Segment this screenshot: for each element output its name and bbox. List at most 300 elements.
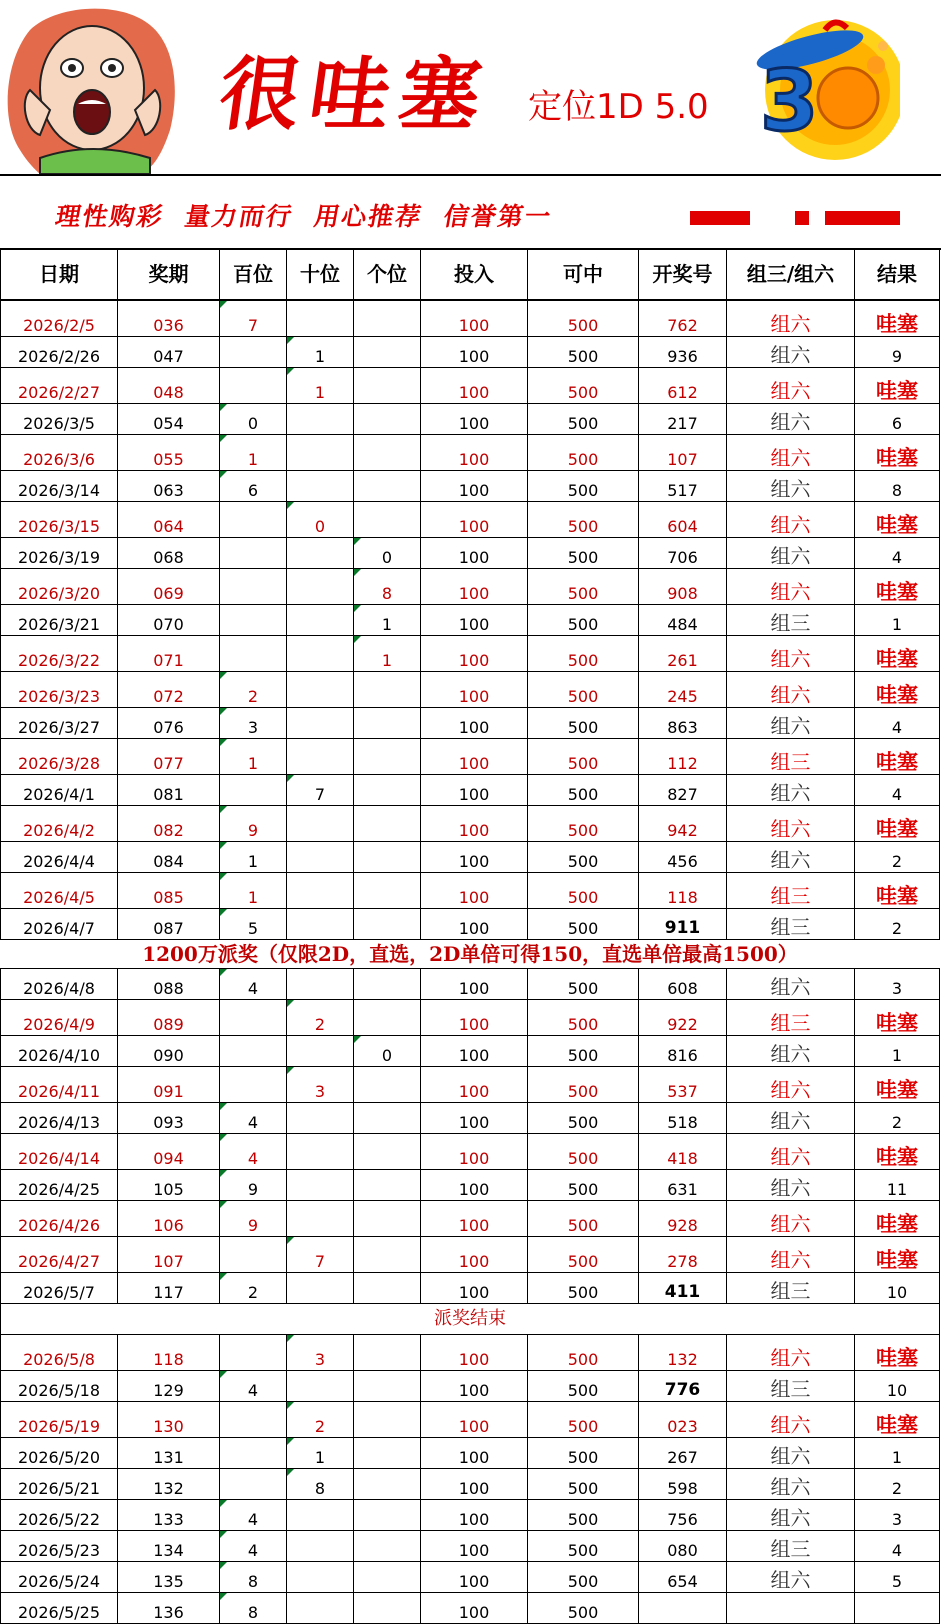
- cell-date: 2026/5/20: [1, 1438, 118, 1469]
- cell-result: 3: [855, 1500, 940, 1531]
- cell-period: 107: [118, 1237, 220, 1273]
- cell-win: 500: [528, 1067, 639, 1103]
- cell-ge: 1: [354, 605, 421, 636]
- cell-win: 500: [528, 672, 639, 708]
- cell-ge: [354, 1170, 421, 1201]
- table-row: [1, 1562, 940, 1593]
- cell-shi: [287, 404, 354, 435]
- cell-bai: [220, 569, 287, 605]
- cell-date: 2026/3/27: [1, 708, 118, 739]
- cell-invest: 100: [421, 775, 528, 806]
- table-row: [1, 969, 940, 1000]
- cell-number: 245: [639, 672, 727, 708]
- cell-number: 023: [639, 1402, 727, 1438]
- cell-number: 484: [639, 605, 727, 636]
- cell-shi: [287, 300, 354, 337]
- cell-shi: 3: [287, 1335, 354, 1371]
- cell-date: 2026/4/10: [1, 1036, 118, 1067]
- cell-group: 组六: [727, 1237, 855, 1273]
- cell-date: 2026/4/1: [1, 775, 118, 806]
- table-row: [1, 538, 940, 569]
- cell-ge: [354, 1562, 421, 1593]
- app-title: 很哇塞: [213, 47, 497, 141]
- cell-number: 261: [639, 636, 727, 672]
- cell-shi: [287, 1273, 354, 1304]
- decor-bar: [690, 211, 750, 225]
- column-header-invest: 投入: [421, 249, 528, 301]
- cell-number: 537: [639, 1067, 727, 1103]
- table-row: [1, 1273, 940, 1304]
- cell-invest: 100: [421, 1170, 528, 1201]
- table-row: [1, 1335, 940, 1371]
- cell-invest: 100: [421, 873, 528, 909]
- cell-invest: 100: [421, 368, 528, 404]
- cell-result: 1: [855, 1036, 940, 1067]
- cell-period: 106: [118, 1201, 220, 1237]
- cell-ge: [354, 775, 421, 806]
- cell-date: 2026/3/21: [1, 605, 118, 636]
- cell-group: 组三: [727, 739, 855, 775]
- cell-result: 哇塞: [855, 1134, 940, 1170]
- cell-ge: [354, 842, 421, 873]
- cell-number: 776: [639, 1371, 727, 1402]
- cell-date: 2026/4/13: [1, 1103, 118, 1134]
- table-row: [1, 1170, 940, 1201]
- cell-win: 500: [528, 708, 639, 739]
- cell-date: 2026/5/7: [1, 1273, 118, 1304]
- cell-bai: 9: [220, 806, 287, 842]
- cell-bai: [220, 502, 287, 538]
- cell-number: [639, 1593, 727, 1624]
- cell-bai: 4: [220, 1531, 287, 1562]
- cell-invest: 100: [421, 1469, 528, 1500]
- cell-group: 组六: [727, 435, 855, 471]
- cell-shi: 1: [287, 337, 354, 368]
- cell-bai: 2: [220, 672, 287, 708]
- cell-bai: [220, 368, 287, 404]
- cell-date: 2026/3/23: [1, 672, 118, 708]
- cell-period: 117: [118, 1273, 220, 1304]
- cell-win: 500: [528, 1103, 639, 1134]
- cell-period: 064: [118, 502, 220, 538]
- cell-number: 863: [639, 708, 727, 739]
- cell-group: 组三: [727, 1531, 855, 1562]
- cell-period: 093: [118, 1103, 220, 1134]
- cell-ge: [354, 300, 421, 337]
- cell-date: 2026/3/15: [1, 502, 118, 538]
- cell-group: 组六: [727, 1438, 855, 1469]
- table-row: [1, 636, 940, 672]
- table-row: [1, 1593, 940, 1624]
- cell-date: 2026/4/11: [1, 1067, 118, 1103]
- table-row: [1, 909, 940, 940]
- cell-period: 054: [118, 404, 220, 435]
- cell-invest: 100: [421, 636, 528, 672]
- cell-group: 组六: [727, 1201, 855, 1237]
- cell-invest: 100: [421, 708, 528, 739]
- cell-number: 107: [639, 435, 727, 471]
- cell-win: 500: [528, 909, 639, 940]
- table-body: [1, 300, 940, 1624]
- cell-date: 2026/3/20: [1, 569, 118, 605]
- cell-period: 082: [118, 806, 220, 842]
- cell-number: 936: [639, 337, 727, 368]
- cell-ge: [354, 1469, 421, 1500]
- cell-group: 组六: [727, 1562, 855, 1593]
- cell-bai: [220, 1335, 287, 1371]
- cell-number: 654: [639, 1562, 727, 1593]
- cell-number: 706: [639, 538, 727, 569]
- table-row: [1, 502, 940, 538]
- cell-group: 组六: [727, 1335, 855, 1371]
- cell-result: 哇塞: [855, 1237, 940, 1273]
- cell-invest: 100: [421, 806, 528, 842]
- cell-win: 500: [528, 1469, 639, 1500]
- table-row: [1, 1237, 940, 1273]
- table-row: [1, 1469, 940, 1500]
- table-row: [1, 775, 940, 806]
- cell-invest: 100: [421, 1371, 528, 1402]
- cell-shi: [287, 1500, 354, 1531]
- cell-win: 500: [528, 1134, 639, 1170]
- cell-number: 217: [639, 404, 727, 435]
- cell-bai: [220, 337, 287, 368]
- table-row: [1, 873, 940, 909]
- cell-ge: [354, 1335, 421, 1371]
- cell-ge: [354, 1402, 421, 1438]
- cell-date: 2026/5/22: [1, 1500, 118, 1531]
- cell-win: 500: [528, 1170, 639, 1201]
- cell-ge: 8: [354, 569, 421, 605]
- cell-win: 500: [528, 1402, 639, 1438]
- cell-period: 088: [118, 969, 220, 1000]
- cell-shi: [287, 969, 354, 1000]
- cell-bai: 5: [220, 909, 287, 940]
- cell-period: 085: [118, 873, 220, 909]
- cell-date: 2026/3/5: [1, 404, 118, 435]
- cell-invest: 100: [421, 538, 528, 569]
- cell-win: 500: [528, 1500, 639, 1531]
- cell-result: 4: [855, 538, 940, 569]
- table-row: [1, 1000, 940, 1036]
- cell-group: 组三: [727, 1000, 855, 1036]
- cell-number: 118: [639, 873, 727, 909]
- cell-result: 哇塞: [855, 1402, 940, 1438]
- cell-bai: 4: [220, 1500, 287, 1531]
- cell-number: 456: [639, 842, 727, 873]
- cell-ge: [354, 1134, 421, 1170]
- cell-result: 哇塞: [855, 1201, 940, 1237]
- cell-group: 组三: [727, 873, 855, 909]
- cell-ge: [354, 368, 421, 404]
- cell-date: 2026/3/19: [1, 538, 118, 569]
- cell-bai: 3: [220, 708, 287, 739]
- column-header-win: 可中: [528, 249, 639, 301]
- cell-invest: 100: [421, 1335, 528, 1371]
- cell-date: 2026/5/25: [1, 1593, 118, 1624]
- cell-shi: [287, 1103, 354, 1134]
- cell-period: 132: [118, 1469, 220, 1500]
- cell-invest: 100: [421, 1562, 528, 1593]
- cell-date: 2026/2/5: [1, 300, 118, 337]
- cell-number: 827: [639, 775, 727, 806]
- column-header-period: 奖期: [118, 249, 220, 301]
- cell-result: [855, 1593, 940, 1624]
- cell-result: 2: [855, 1469, 940, 1500]
- cell-group: 组六: [727, 636, 855, 672]
- cell-result: 哇塞: [855, 806, 940, 842]
- table-row: [1, 1067, 940, 1103]
- cell-shi: 1: [287, 368, 354, 404]
- decor-bar: [795, 211, 809, 225]
- cell-shi: [287, 1371, 354, 1402]
- cell-period: 135: [118, 1562, 220, 1593]
- cell-period: 070: [118, 605, 220, 636]
- cell-win: 500: [528, 1371, 639, 1402]
- cell-period: 036: [118, 300, 220, 337]
- cell-ge: [354, 1000, 421, 1036]
- cell-win: 500: [528, 300, 639, 337]
- cell-bai: 2: [220, 1273, 287, 1304]
- cell-win: 500: [528, 368, 639, 404]
- cell-invest: 100: [421, 1402, 528, 1438]
- cell-result: 4: [855, 1531, 940, 1562]
- cell-win: 500: [528, 435, 639, 471]
- cell-period: 090: [118, 1036, 220, 1067]
- cell-result: 1: [855, 605, 940, 636]
- cell-result: 哇塞: [855, 1335, 940, 1371]
- cell-date: 2026/3/14: [1, 471, 118, 502]
- cell-date: 2026/3/6: [1, 435, 118, 471]
- cell-group: 组六: [727, 1067, 855, 1103]
- cell-win: 500: [528, 1531, 639, 1562]
- cell-bai: 8: [220, 1593, 287, 1624]
- cell-period: 130: [118, 1402, 220, 1438]
- results-table: [0, 248, 940, 1624]
- cell-shi: [287, 471, 354, 502]
- cell-ge: [354, 502, 421, 538]
- cell-period: 072: [118, 672, 220, 708]
- table-row: [1, 739, 940, 775]
- cell-invest: 100: [421, 1036, 528, 1067]
- cell-win: 500: [528, 806, 639, 842]
- cell-group: 组六: [727, 1500, 855, 1531]
- cell-ge: [354, 471, 421, 502]
- cell-date: 2026/4/4: [1, 842, 118, 873]
- cell-bai: 9: [220, 1201, 287, 1237]
- cell-shi: [287, 842, 354, 873]
- cell-ge: [354, 739, 421, 775]
- cell-shi: [287, 672, 354, 708]
- cell-period: 063: [118, 471, 220, 502]
- cell-invest: 100: [421, 502, 528, 538]
- cell-shi: [287, 605, 354, 636]
- cell-win: 500: [528, 1438, 639, 1469]
- cell-period: 136: [118, 1593, 220, 1624]
- cell-date: 2026/3/28: [1, 739, 118, 775]
- cell-number: 080: [639, 1531, 727, 1562]
- column-header-shi: 十位: [287, 249, 354, 301]
- cell-shi: 7: [287, 775, 354, 806]
- cell-date: 2026/5/21: [1, 1469, 118, 1500]
- table-row: [1, 337, 940, 368]
- cell-period: 105: [118, 1170, 220, 1201]
- cell-ge: [354, 1201, 421, 1237]
- 3d-lottery-logo: [740, 10, 900, 170]
- cell-win: 500: [528, 1000, 639, 1036]
- svg-text:3: 3: [760, 52, 819, 150]
- cell-group: 组六: [727, 337, 855, 368]
- cell-bai: [220, 605, 287, 636]
- table-row: [1, 842, 940, 873]
- cell-group: 组六: [727, 775, 855, 806]
- cell-group: 组六: [727, 300, 855, 337]
- cell-period: 084: [118, 842, 220, 873]
- cell-period: 077: [118, 739, 220, 775]
- cell-invest: 100: [421, 969, 528, 1000]
- cell-bai: 4: [220, 1103, 287, 1134]
- cell-invest: 100: [421, 300, 528, 337]
- cell-bai: 6: [220, 471, 287, 502]
- cell-group: 组六: [727, 471, 855, 502]
- cell-ge: [354, 1438, 421, 1469]
- cell-ge: [354, 1531, 421, 1562]
- cell-date: 2026/2/26: [1, 337, 118, 368]
- cell-period: 069: [118, 569, 220, 605]
- cell-group: 组三: [727, 605, 855, 636]
- cell-win: 500: [528, 1335, 639, 1371]
- cell-date: 2026/5/24: [1, 1562, 118, 1593]
- cell-invest: 100: [421, 1201, 528, 1237]
- cell-date: 2026/4/2: [1, 806, 118, 842]
- cell-invest: 100: [421, 337, 528, 368]
- promo-banner: [1, 940, 940, 969]
- cell-shi: 2: [287, 1402, 354, 1438]
- cell-result: 哇塞: [855, 368, 940, 404]
- cell-result: 11: [855, 1170, 940, 1201]
- cell-invest: 100: [421, 672, 528, 708]
- cell-group: 组六: [727, 1134, 855, 1170]
- cell-group: 组六: [727, 842, 855, 873]
- cell-group: 组六: [727, 1402, 855, 1438]
- end-note: [1, 1304, 940, 1335]
- cell-bai: [220, 636, 287, 672]
- cell-shi: 2: [287, 1000, 354, 1036]
- cell-bai: 7: [220, 300, 287, 337]
- cell-win: 500: [528, 739, 639, 775]
- cell-invest: 100: [421, 909, 528, 940]
- cell-period: 081: [118, 775, 220, 806]
- cell-result: 10: [855, 1273, 940, 1304]
- cell-result: 哇塞: [855, 672, 940, 708]
- cell-win: 500: [528, 1273, 639, 1304]
- cell-number: 928: [639, 1201, 727, 1237]
- table-row: [1, 569, 940, 605]
- cell-group: 组六: [727, 1469, 855, 1500]
- cell-bai: [220, 1000, 287, 1036]
- cell-number: 942: [639, 806, 727, 842]
- cell-invest: 100: [421, 1593, 528, 1624]
- cell-result: 4: [855, 775, 940, 806]
- cell-shi: [287, 435, 354, 471]
- cell-ge: [354, 1273, 421, 1304]
- cell-invest: 100: [421, 1134, 528, 1170]
- cell-ge: [354, 909, 421, 940]
- table-row: [1, 1531, 940, 1562]
- cell-bai: [220, 1469, 287, 1500]
- slogan-text: 理性购彩 量力而行 用心推荐 信誉第一: [53, 202, 555, 231]
- table-row: [1, 368, 940, 404]
- cell-period: 087: [118, 909, 220, 940]
- cell-shi: [287, 1531, 354, 1562]
- cell-bai: 9: [220, 1170, 287, 1201]
- cell-number: 762: [639, 300, 727, 337]
- screaming-face-image: [0, 0, 186, 174]
- cell-result: 6: [855, 404, 940, 435]
- table-row: [1, 1103, 940, 1134]
- cell-result: 哇塞: [855, 502, 940, 538]
- column-header-date: 日期: [1, 249, 118, 301]
- cell-shi: [287, 1134, 354, 1170]
- cell-result: 4: [855, 708, 940, 739]
- cell-result: 哇塞: [855, 1067, 940, 1103]
- cell-number: 132: [639, 1335, 727, 1371]
- cell-date: 2026/5/23: [1, 1531, 118, 1562]
- cell-shi: 1: [287, 1438, 354, 1469]
- app-subtitle: 定位1D 5.0: [528, 87, 709, 127]
- cell-date: 2026/4/7: [1, 909, 118, 940]
- cell-number: 598: [639, 1469, 727, 1500]
- cell-date: 2026/4/27: [1, 1237, 118, 1273]
- cell-invest: 100: [421, 1000, 528, 1036]
- cell-win: 500: [528, 502, 639, 538]
- table-row: [1, 1036, 940, 1067]
- cell-group: 组三: [727, 1273, 855, 1304]
- cell-group: 组六: [727, 502, 855, 538]
- table-row: [1, 1500, 940, 1531]
- cell-shi: 0: [287, 502, 354, 538]
- decor-bar: [825, 211, 900, 225]
- cell-bai: 1: [220, 842, 287, 873]
- table-row: [1, 300, 940, 337]
- cell-invest: 100: [421, 569, 528, 605]
- table-row: [1, 404, 940, 435]
- table-row: [1, 471, 940, 502]
- cell-result: 3: [855, 969, 940, 1000]
- cell-number: 631: [639, 1170, 727, 1201]
- cell-ge: [354, 404, 421, 435]
- cell-win: 500: [528, 1036, 639, 1067]
- cell-invest: 100: [421, 435, 528, 471]
- cell-shi: [287, 909, 354, 940]
- cell-ge: [354, 1067, 421, 1103]
- cell-ge: [354, 1593, 421, 1624]
- cell-shi: [287, 1170, 354, 1201]
- cell-shi: 8: [287, 1469, 354, 1500]
- header: [0, 0, 941, 176]
- table-row: [1, 1438, 940, 1469]
- cell-bai: 1: [220, 873, 287, 909]
- cell-period: 094: [118, 1134, 220, 1170]
- cell-invest: 100: [421, 605, 528, 636]
- cell-win: 500: [528, 1201, 639, 1237]
- cell-number: 411: [639, 1273, 727, 1304]
- cell-period: 071: [118, 636, 220, 672]
- cell-shi: [287, 1562, 354, 1593]
- table-row: [1, 1134, 940, 1170]
- cell-date: 2026/2/27: [1, 368, 118, 404]
- cell-bai: [220, 538, 287, 569]
